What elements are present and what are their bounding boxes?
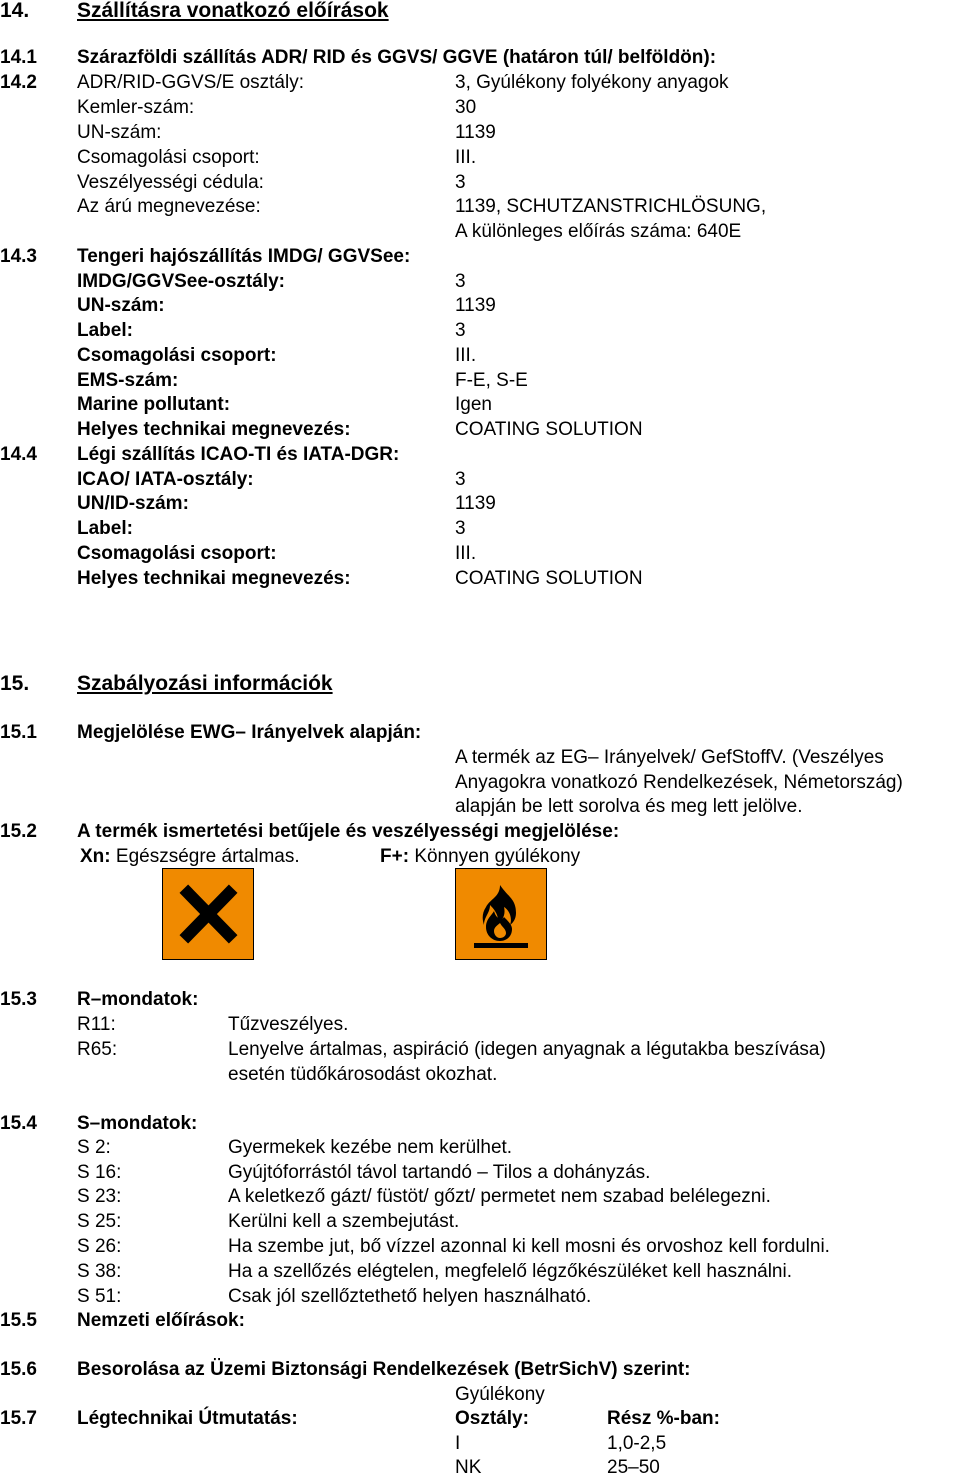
percent-cell: 25–50 <box>607 1457 660 1478</box>
s-phrase-code: S 23: <box>77 1186 122 1207</box>
section-15-2-title: A termék ismertetési betűjele és veszélyességi megjelölése: <box>77 821 620 842</box>
field-value: COATING SOLUTION <box>455 419 643 440</box>
s-phrase-text: Gyermekek kezébe nem kerülhet. <box>228 1137 513 1158</box>
section-14-4-title: Légi szállítás ICAO-TI és IATA-DGR: <box>77 444 400 465</box>
field-value: III. <box>455 543 477 564</box>
percent-column-header: Rész %-ban: <box>607 1408 720 1429</box>
s-phrase-text: A keletkező gázt/ füstöt/ gőzt/ permetet nem szabad belélegezni. <box>228 1186 771 1207</box>
section-15-7-title: Légtechnikai Útmutatás: <box>77 1408 298 1429</box>
field-label: ADR/RID-GGVS/E osztály: <box>77 72 304 93</box>
field-value: 3 <box>455 469 466 490</box>
field-value: 3 <box>455 320 466 341</box>
s-phrase-text: Kerülni kell a szembejutást. <box>228 1211 460 1232</box>
field-value: 3 <box>455 518 466 539</box>
field-value: 1139 <box>455 295 496 316</box>
section-15-1-number: 15.1 <box>0 722 37 743</box>
section-15-4-number: 15.4 <box>0 1113 37 1134</box>
r-phrase-code: R65: <box>77 1039 118 1060</box>
field-label: Label: <box>77 320 133 341</box>
s-phrase-code: S 2: <box>77 1137 111 1158</box>
section-15-6-title: Besorolása az Üzemi Biztonsági Rendelkezések (BetrSichV) szerint: <box>77 1359 691 1380</box>
xn-text: Egészségre ártalmas. <box>115 846 300 867</box>
section-15-5-number: 15.5 <box>0 1310 37 1331</box>
field-label: UN-szám: <box>77 122 162 143</box>
field-label: Label: <box>77 518 133 539</box>
s-phrase-text: Csak jól szellőztethető helyen használható. <box>228 1286 592 1307</box>
section-14-1-number: 14.1 <box>0 47 37 68</box>
xn-code: Xn: <box>80 846 111 867</box>
section-15-3-title: R–mondatok: <box>77 989 199 1010</box>
field-label: ICAO/ IATA-osztály: <box>77 469 254 490</box>
s-phrase-text: Ha a szellőzés elégtelen, megfelelő légzőkészüléket kell használni. <box>228 1261 792 1282</box>
s-phrase-code: S 25: <box>77 1211 122 1232</box>
section-15-6-number: 15.6 <box>0 1359 37 1380</box>
paragraph-line: alapján be lett sorolva és meg lett jelölve. <box>455 796 803 817</box>
field-value: 1139 <box>455 493 496 514</box>
class-cell: I <box>455 1433 461 1454</box>
field-label: Helyes technikai megnevezés: <box>77 419 351 440</box>
section-14-title: Szállításra vonatkozó előírások <box>77 0 389 22</box>
field-label: IMDG/GGVSee-osztály: <box>77 271 285 292</box>
section-14-3-number: 14.3 <box>0 246 37 267</box>
field-value: III. <box>455 147 477 168</box>
field-label: Veszélyességi cédula: <box>77 172 264 193</box>
section-15-2-number: 15.2 <box>0 821 37 842</box>
paragraph-line: A termék az EG– Irányelvek/ GefStoffV. (Veszélyes <box>455 747 884 768</box>
flammable-flame-symbol <box>455 868 547 960</box>
field-value: 3 <box>455 172 466 193</box>
fp-designation <box>380 846 580 868</box>
field-label: Csomagolási csoport: <box>77 543 277 564</box>
field-label: Marine pollutant: <box>77 394 231 415</box>
field-value: COATING SOLUTION <box>455 568 643 589</box>
field-value-continued: A különleges előírás száma: 640E <box>455 221 742 242</box>
field-value: 30 <box>455 97 477 118</box>
field-label: Csomagolási csoport: <box>77 147 260 168</box>
section-15-title: Szabályozási információk <box>77 672 333 695</box>
field-value: III. <box>455 345 477 366</box>
s-phrase-text: Gyújtóforrástól távol tartandó – Tilos a dohányzás. <box>228 1162 651 1183</box>
flame-icon <box>456 869 546 959</box>
field-label: Kemler-szám: <box>77 97 195 118</box>
section-14-number: 14. <box>0 0 30 22</box>
field-label: UN-szám: <box>77 295 165 316</box>
s-phrase-code: S 38: <box>77 1261 122 1282</box>
section-15-1-title: Megjelölése EWG– Irányelvek alapján: <box>77 722 422 743</box>
harmful-cross-symbol <box>162 868 254 960</box>
r-phrase-text: Lenyelve ártalmas, aspiráció (idegen anyagnak a légutakba beszívása) <box>228 1039 826 1060</box>
section-15-4-title: S–mondatok: <box>77 1113 198 1134</box>
r-phrase-code: R11: <box>77 1014 116 1035</box>
s-phrase-code: S 51: <box>77 1286 122 1307</box>
section-15-5-title: Nemzeti előírások: <box>77 1310 245 1331</box>
xn-designation <box>80 846 300 868</box>
field-value: F-E, S-E <box>455 370 528 391</box>
section-15-3-number: 15.3 <box>0 989 37 1010</box>
s-phrase-text: Ha szembe jut, bő vízzel azonnal ki kell mosni és orvoshoz kell fordulni. <box>228 1236 830 1257</box>
percent-cell: 1,0-2,5 <box>607 1433 667 1454</box>
section-14-1-title: Szárazföldi szállítás ADR/ RID és GGVS/ GGVE (határon túl/ belföldön): <box>77 47 717 68</box>
section-15-number: 15. <box>0 672 30 695</box>
section-14-3-title: Tengeri hajószállítás IMDG/ GGVSee: <box>77 246 411 267</box>
field-value: Igen <box>455 394 492 415</box>
s-phrase-code: S 16: <box>77 1162 122 1183</box>
field-value: 1139, SCHUTZANSTRICHLÖSUNG, <box>455 196 767 217</box>
field-label: EMS-szám: <box>77 370 179 391</box>
section-15-6-value: Gyúlékony <box>455 1384 545 1405</box>
field-label: Az árú megnevezése: <box>77 196 261 217</box>
r-phrase-text-continued: esetén tüdőkárosodást okozhat. <box>228 1064 498 1085</box>
section-14-2-number: 14.2 <box>0 72 37 93</box>
field-value: 3, Gyúlékony folyékony anyagok <box>455 72 729 93</box>
fp-code: F+: <box>380 846 410 867</box>
field-label: UN/ID-szám: <box>77 493 189 514</box>
cross-icon <box>163 869 253 959</box>
s-phrase-code: S 26: <box>77 1236 122 1257</box>
section-14-4-number: 14.4 <box>0 444 37 465</box>
field-value: 1139 <box>455 122 496 143</box>
field-label: Csomagolási csoport: <box>77 345 277 366</box>
field-label: Helyes technikai megnevezés: <box>77 568 351 589</box>
paragraph-line: Anyagokra vonatkozó Rendelkezések, Németország) <box>455 772 903 793</box>
r-phrase-text: Tűzveszélyes. <box>228 1014 349 1035</box>
section-15-7-number: 15.7 <box>0 1408 37 1429</box>
class-column-header: Osztály: <box>455 1408 529 1429</box>
class-cell: NK <box>455 1457 482 1478</box>
fp-text: Könnyen gyúlékony <box>414 846 581 867</box>
field-value: 3 <box>455 271 466 292</box>
